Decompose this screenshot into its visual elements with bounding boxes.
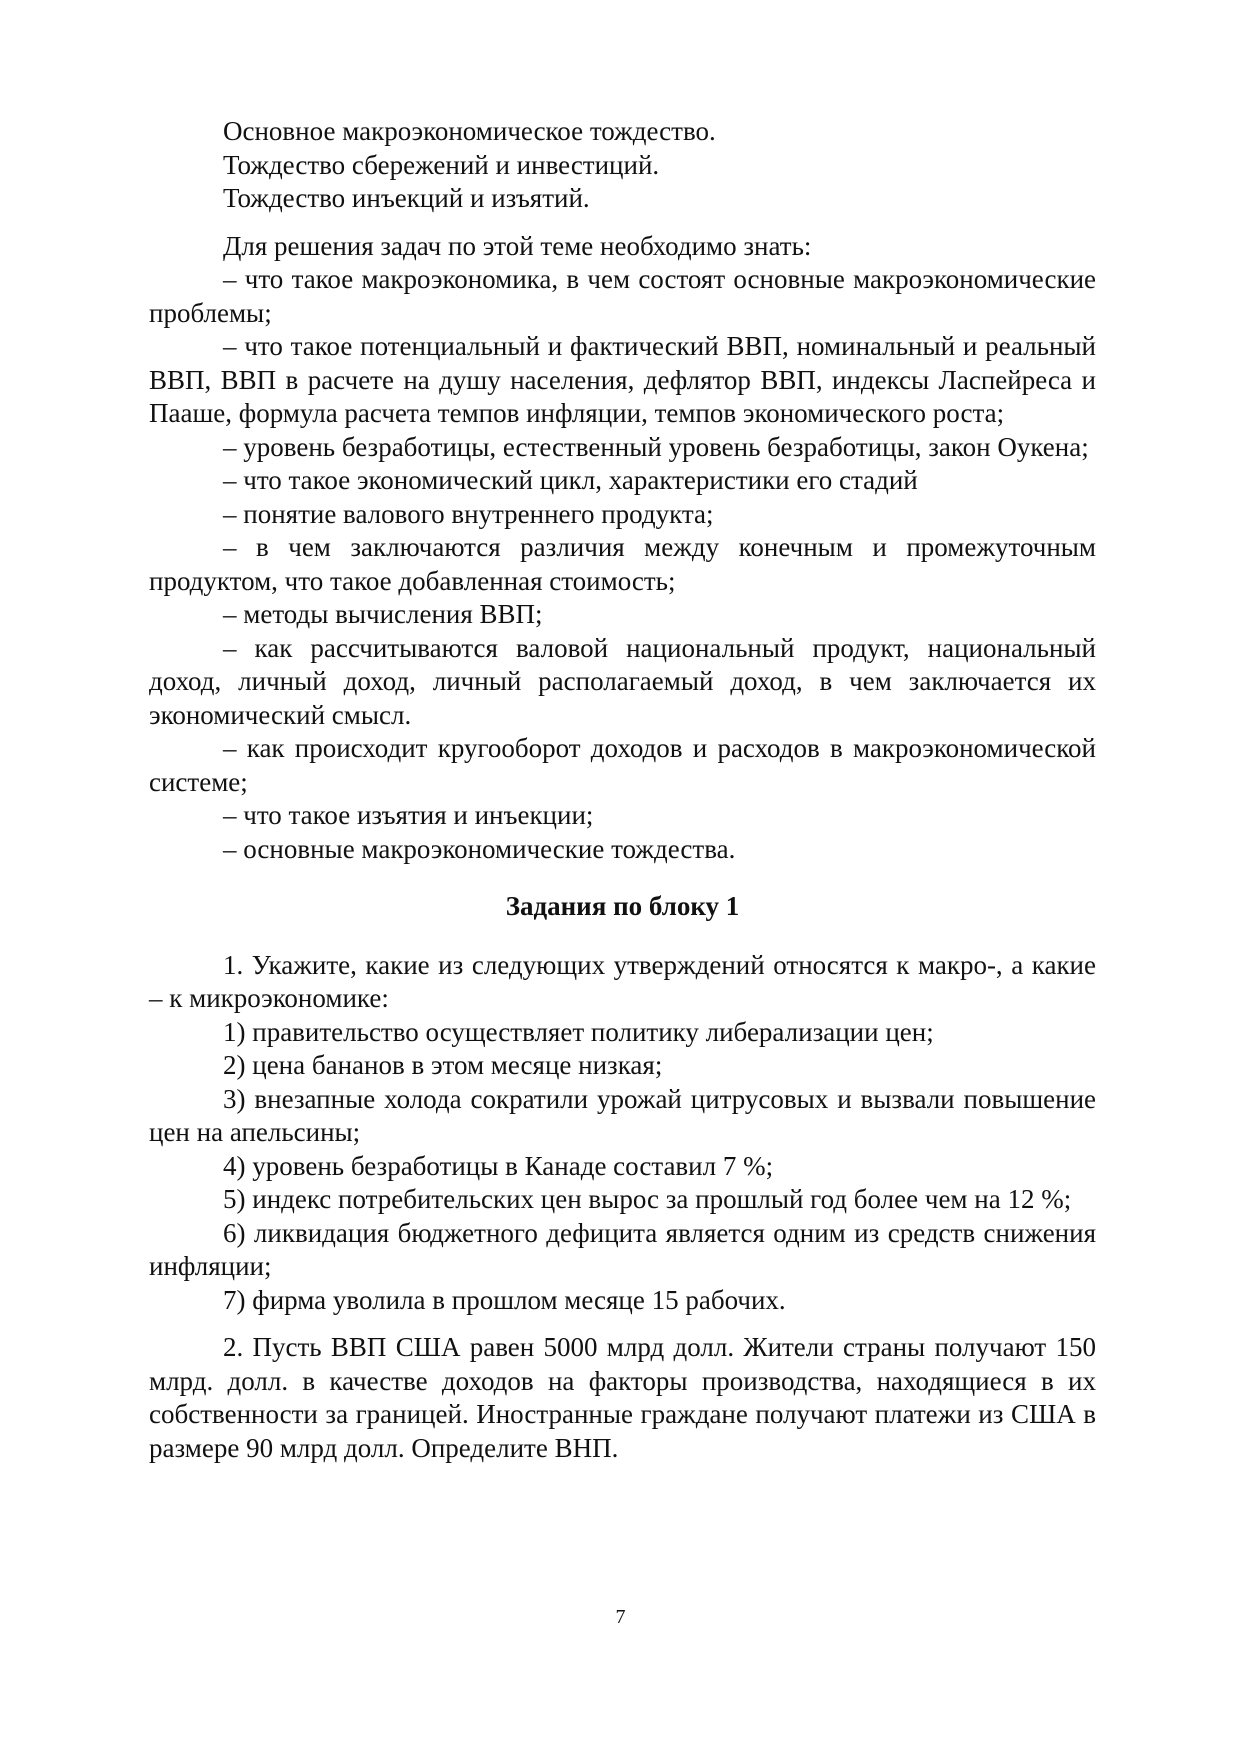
requirement-item: – как рассчитываются валовой национальный продукт, национальный доход, личный доход, личный располагаемый доход, в чем заключается их экономический смысл. (149, 632, 1096, 730)
task-2-text: 2. Пусть ВВП США равен 5000 млрд долл. Жители страны получают 150 млрд. долл. в качестве доходов на факторы производства, находящиеся в их собственности за границей. Иностранные граждане получают платежи из США в размере 90 млрд долл. Определите ВНП. (149, 1332, 1096, 1463)
task-1-statement: 6) ликвидация бюджетного дефицита является одним из средств снижения инфляции; (149, 1217, 1096, 1281)
topic-line: Основное макроэкономическое тождество. (223, 116, 716, 146)
task-1-statement: 5) индекс потребительских цен вырос за прошлый год более чем на 12 %; (223, 1184, 1072, 1214)
requirement-item: – как происходит кругооборот доходов и расходов в макроэкономической системе; (149, 733, 1096, 797)
page-number: 7 (615, 1606, 626, 1628)
requirement-item: – что такое потенциальный и фактический ВВП, номинальный и реальный ВВП, ВВП в расчете на душу населения, дефлятор ВВП, индексы Ласпейреса и Пааше, формула расчета темпов инфляции, темпов экономического роста; (149, 331, 1096, 428)
task-1-statement: 3) внезапные холода сократили урожай цитрусовых и вызвали повышение цен на апельсины; (149, 1083, 1096, 1147)
task-1-question: 1. Укажите, какие из следующих утверждений относятся к макро-, а какие – к микроэкономике: (149, 949, 1096, 1013)
requirement-item: – методы вычисления ВВП; (223, 599, 543, 629)
task-1-statement: 7) фирма уволила в прошлом месяце 15 рабочих. (223, 1284, 786, 1315)
task-1-statement: 2) цена бананов в этом месяце низкая; (223, 1050, 663, 1080)
section-title: Задания по блоку 1 (505, 891, 740, 921)
requirement-item: – что такое изъятия и инъекции; (223, 800, 594, 830)
task-1-statement: 1) правительство осуществляет политику либерализации цен; (223, 1016, 934, 1047)
requirement-item: – уровень безработицы, естественный уровень безработицы, закон Оукена; (223, 431, 1089, 462)
requirement-item: – что такое макроэкономика, в чем состоят основные макроэкономические проблемы; (149, 264, 1096, 328)
requirement-item: – понятие валового внутреннего продукта; (223, 498, 714, 529)
requirement-item: – основные макроэкономические тождества. (223, 833, 736, 864)
requirement-item: – что такое экономический цикл, характеристики его стадий (223, 465, 918, 495)
topic-line: Тождество инъекций и изъятий. (223, 183, 590, 213)
requirements-lead: Для решения задач по этой теме необходимо знать: (223, 230, 812, 261)
task-1-statement: 4) уровень безработицы в Канаде составил 7 %; (223, 1150, 774, 1181)
document-page (149, 115, 1096, 1465)
topic-line: Тождество сбережений и инвестиций. (223, 149, 660, 180)
requirement-item: – в чем заключаются различия между конечным и промежуточным продуктом, что такое добавленная стоимость; (149, 532, 1096, 596)
